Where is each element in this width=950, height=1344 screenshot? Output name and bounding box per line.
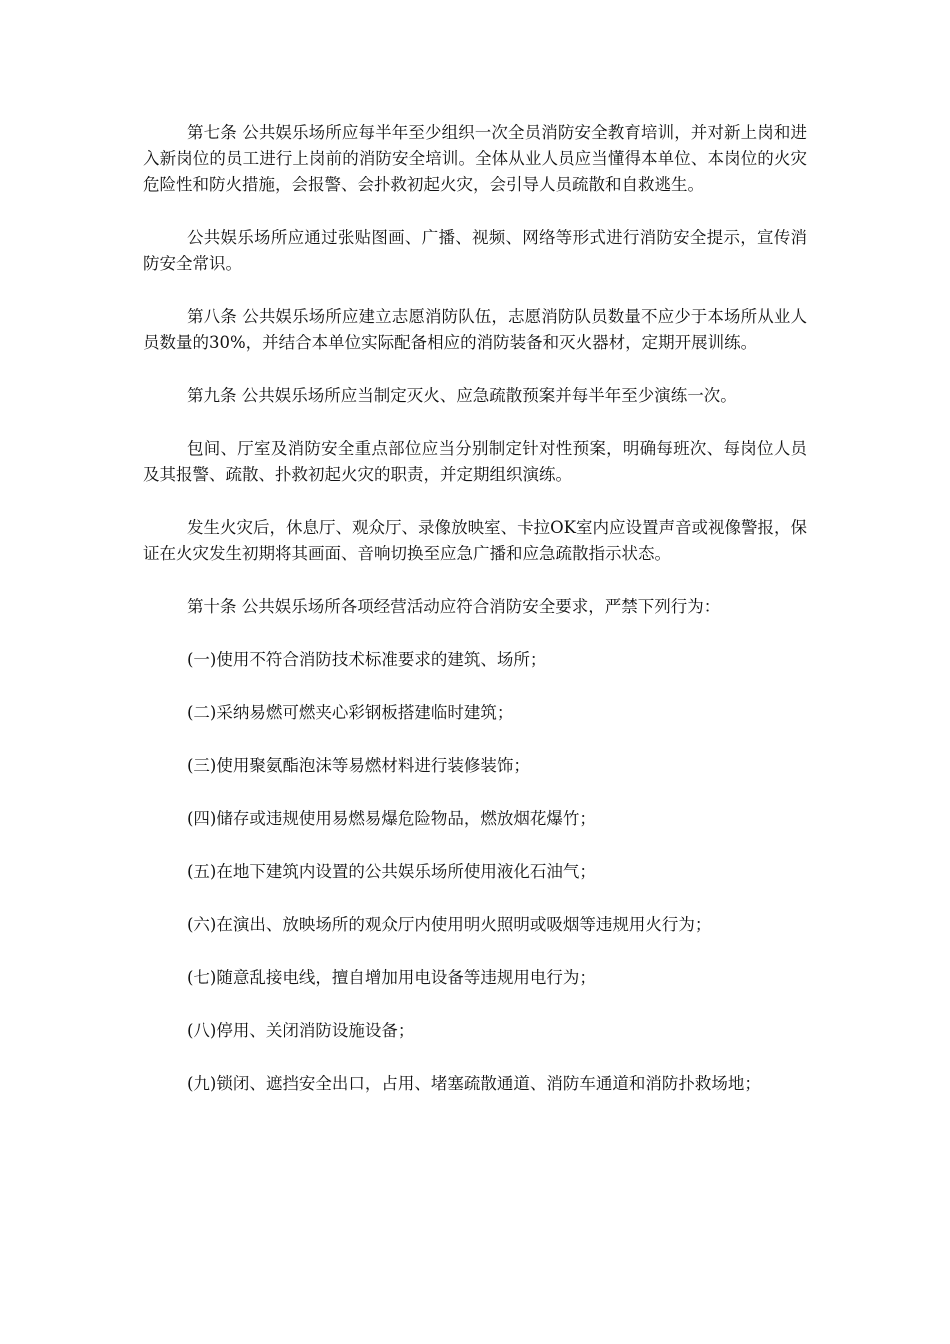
article-9-paragraph: 第九条 公共娱乐场所应当制定灭火、应急疏散预案并每半年至少演练一次。: [187, 386, 737, 405]
fire-alarm-paragraph: 发生火灾后，休息厅、观众厅、录像放映室、卡拉OK室内应设置声音或视像警报，保证在火灾发生初期将其画面、音响切换至应急广播和应急疏散指示状态。: [143, 518, 807, 563]
prohibited-item-8: (八)停用、关闭消防设施设备；: [187, 1021, 415, 1040]
prohibited-item-9: (九)锁闭、遮挡安全出口，占用、堵塞疏散通道、消防车通道和消防扑救场地；: [187, 1074, 761, 1093]
article-7-paragraph: 第七条 公共娱乐场所应每半年至少组织一次全员消防安全教育培训，并对新上岗和进入新岗位的员工进行上岗前的消防安全培训。全体从业人员应当懂得本单位、本岗位的火灾危险性和防火措施，会报警、会扑救初起火灾，会引导人员疏散和自救逃生。: [143, 123, 807, 194]
article-8-paragraph: 第八条 公共娱乐场所应建立志愿消防队伍，志愿消防队员数量不应少于本场所从业人员数量的30%，并结合本单位实际配备相应的消防装备和灭火器材，定期开展训练。: [143, 307, 807, 352]
prohibited-item-3: (三)使用聚氨酯泡沫等易燃材料进行装修装饰；: [187, 756, 530, 775]
safety-promotion-paragraph: 公共娱乐场所应通过张贴图画、广播、视频、网络等形式进行消防安全提示，宣传消防安全常识。: [143, 228, 807, 273]
room-plan-paragraph: 包间、厅室及消防安全重点部位应当分别制定针对性预案，明确每班次、每岗位人员及其报警、疏散、扑救初起火灾的职责，并定期组织演练。: [143, 439, 807, 484]
article-10-paragraph: 第十条 公共娱乐场所各项经营活动应符合消防安全要求，严禁下列行为：: [187, 597, 721, 616]
prohibited-item-2: (二)采纳易燃可燃夹心彩钢板搭建临时建筑；: [187, 703, 514, 722]
prohibited-item-1: (一)使用不符合消防技术标准要求的建筑、场所；: [187, 650, 547, 669]
prohibited-item-6: (六)在演出、放映场所的观众厅内使用明火照明或吸烟等违规用火行为；: [187, 915, 712, 934]
document-body: [143, 120, 807, 1124]
prohibited-item-7: (七)随意乱接电线，擅自增加用电设备等违规用电行为；: [187, 968, 596, 987]
prohibited-item-4: (四)储存或违规使用易燃易爆危险物品，燃放烟花爆竹；: [187, 809, 596, 828]
prohibited-item-5: (五)在地下建筑内设置的公共娱乐场所使用液化石油气；: [187, 862, 596, 881]
